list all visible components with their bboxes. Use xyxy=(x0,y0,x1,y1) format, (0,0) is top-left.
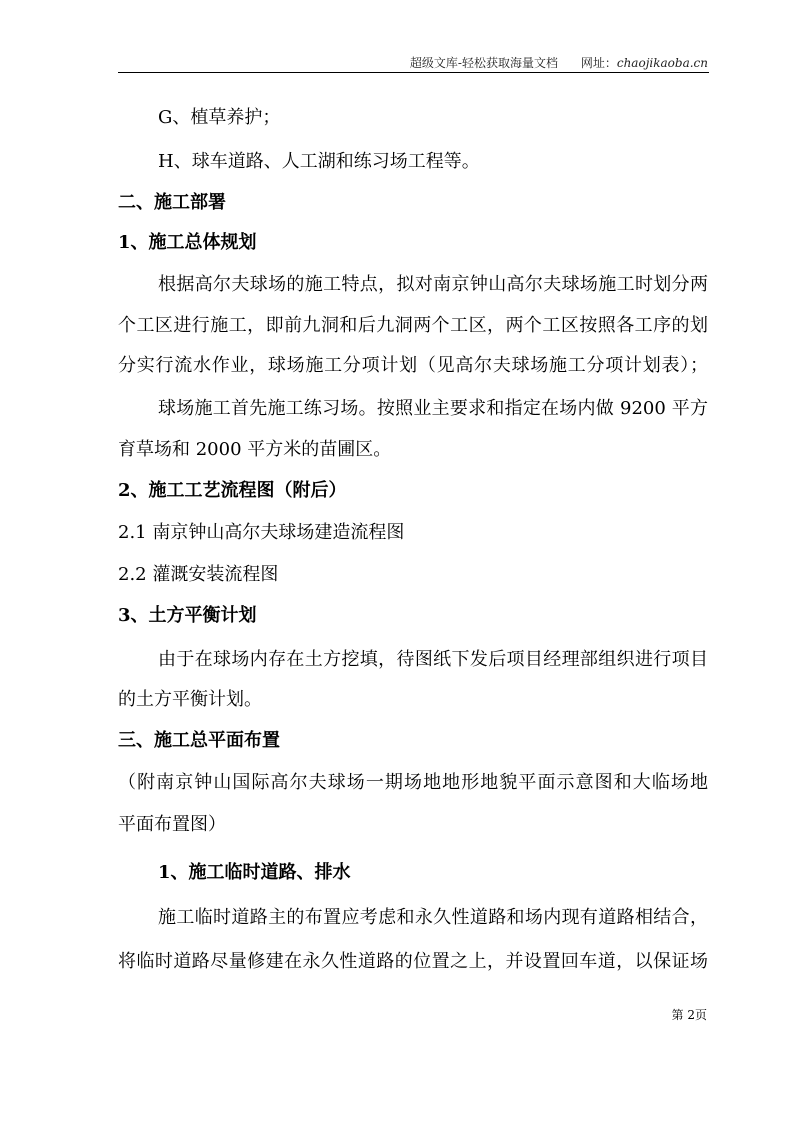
paragraph-line: 个工区进行施工，即前九洞和后九洞两个工区，两个工区按照各工序的划 xyxy=(118,315,708,336)
page-number: 第 2页 xyxy=(671,1008,707,1022)
paragraph-line: 球场施工首先施工练习场。按照业主要求和指定在场内做 9200 平方 xyxy=(158,398,708,419)
subsection-heading: 3、土方平衡计划 xyxy=(118,605,257,626)
section-heading: 三、施工总平面布置 xyxy=(118,730,280,751)
header-site: 超级文库-轻松获取海量文档 xyxy=(409,56,558,70)
subsection-heading: 1、施工总体规划 xyxy=(118,232,257,253)
list-item: H、球车道路、人工湖和练习场工程等。 xyxy=(158,151,480,172)
section-heading: 二、施工部署 xyxy=(118,192,226,213)
paragraph-line: 分实行流水作业，球场施工分项计划（见高尔夫球场施工分项计划表）； xyxy=(118,355,708,376)
paragraph-line: 由于在球场内存在土方挖填，待图纸下发后项目经理部组织进行项目 xyxy=(158,649,708,670)
paragraph-line: 施工临时道路主的布置应考虑和永久性道路和场内现有道路相结合， xyxy=(158,907,708,928)
paragraph-line: 育草场和 2000 平方米的苗圃区。 xyxy=(118,439,392,460)
paragraph-line: 将临时道路尽量修建在永久性道路的位置之上，并设置回车道，以保证场 xyxy=(118,951,708,972)
header-url: chaojikaoba.cn xyxy=(616,56,708,70)
subsection-heading: 1、施工临时道路、排水 xyxy=(158,862,351,883)
subsection-heading: 2、施工工艺流程图（附后） xyxy=(118,480,347,501)
paragraph-line: （附南京钟山国际高尔夫球场一期场地地形地貌平面示意图和大临场地 xyxy=(118,772,708,793)
paragraph-line: 根据高尔夫球场的施工特点，拟对南京钟山高尔夫球场施工时划分两 xyxy=(158,274,708,295)
list-item: G、植草养护； xyxy=(158,107,281,128)
list-item: 2.1 南京钟山高尔夫球场建造流程图 xyxy=(118,522,405,543)
header-url-label: 网址： xyxy=(580,56,617,70)
list-item: 2.2 灌溉安装流程图 xyxy=(118,564,279,585)
header-rule xyxy=(118,72,709,73)
page-header xyxy=(410,54,708,71)
paragraph-line: 的土方平衡计划。 xyxy=(118,689,262,710)
paragraph-line: 平面布置图） xyxy=(118,814,226,835)
